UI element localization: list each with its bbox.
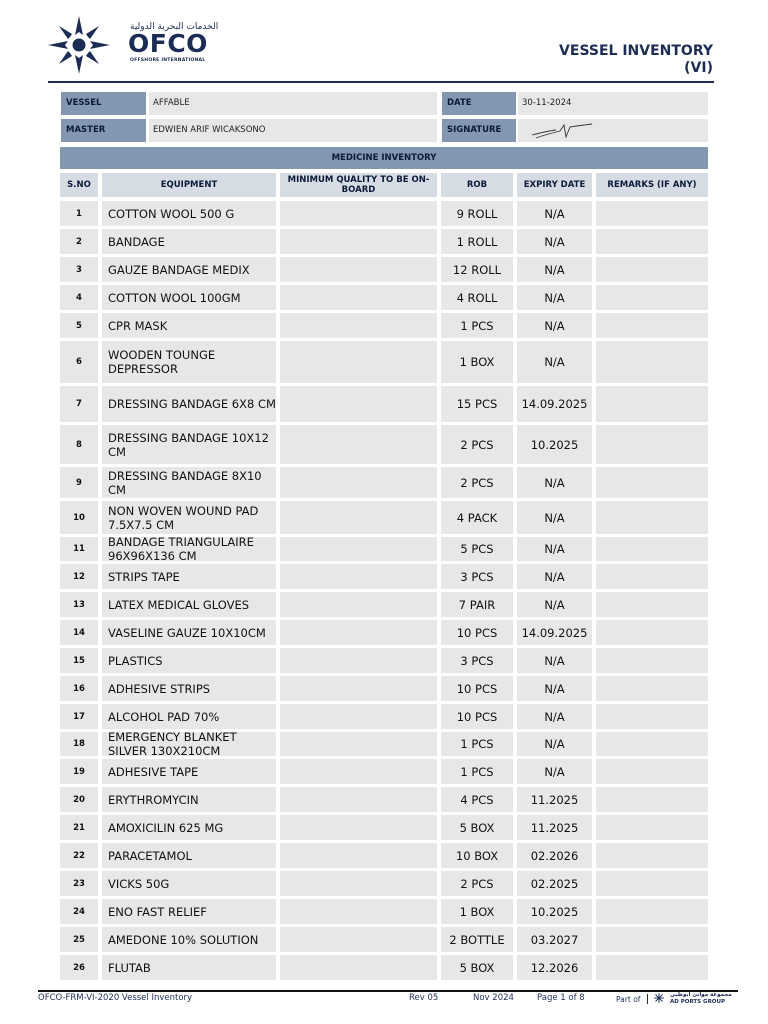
- cell-equipment: STRIPS TAPE: [102, 564, 276, 589]
- cell-remarks: [596, 759, 708, 784]
- cell-no: 8: [60, 425, 98, 464]
- cell-minimum: [280, 537, 437, 561]
- column-header-equipment: EQUIPMENT: [102, 173, 276, 197]
- cell-rob: 10 PCS: [441, 620, 513, 645]
- table-row: [58, 759, 712, 784]
- column-header-expiry: EXPIRY DATE: [517, 173, 592, 197]
- cell-minimum: [280, 229, 437, 254]
- table-row: [58, 386, 712, 422]
- table-row: [58, 815, 712, 840]
- master-label: MASTER: [61, 119, 146, 142]
- cell-rob: 3 PCS: [441, 648, 513, 673]
- cell-no: 1: [60, 201, 98, 226]
- cell-rob: 1 BOX: [441, 899, 513, 924]
- column-header-sno: S.NO: [60, 173, 98, 197]
- cell-expiry: N/A: [517, 201, 592, 226]
- cell-remarks: [596, 787, 708, 812]
- header-divider: [48, 81, 714, 83]
- column-header-remarks: REMARKS (IF ANY): [596, 173, 708, 197]
- cell-minimum: [280, 620, 437, 645]
- cell-rob: 2 PCS: [441, 467, 513, 498]
- cell-no: 12: [60, 564, 98, 589]
- cell-no: 22: [60, 843, 98, 868]
- cell-remarks: [596, 620, 708, 645]
- cell-remarks: [596, 537, 708, 561]
- table-row: [58, 313, 712, 338]
- cell-expiry: N/A: [517, 467, 592, 498]
- cell-rob: 1 ROLL: [441, 229, 513, 254]
- cell-remarks: [596, 425, 708, 464]
- table-row: [58, 648, 712, 673]
- cell-no: 5: [60, 313, 98, 338]
- cell-rob: 12 ROLL: [441, 257, 513, 282]
- table-row: [58, 676, 712, 701]
- cell-rob: 15 PCS: [441, 386, 513, 422]
- date-label: DATE: [442, 92, 516, 115]
- cell-no: 25: [60, 927, 98, 952]
- cell-equipment: ENO FAST RELIEF: [102, 899, 276, 924]
- footer-separator: [647, 994, 648, 1004]
- cell-equipment: ERYTHROMYCIN: [102, 787, 276, 812]
- cell-rob: 1 BOX: [441, 341, 513, 383]
- date-value: 30-11-2024: [518, 92, 708, 115]
- cell-minimum: [280, 676, 437, 701]
- cell-equipment: FLUTAB: [102, 955, 276, 980]
- cell-minimum: [280, 501, 437, 534]
- cell-minimum: [280, 425, 437, 464]
- cell-equipment: BANDAGE: [102, 229, 276, 254]
- cell-equipment: VICKS 50G: [102, 871, 276, 896]
- cell-rob: 5 BOX: [441, 815, 513, 840]
- cell-equipment: BANDAGE TRIANGULAIRE 96X96X136 CM: [102, 537, 276, 561]
- cell-remarks: [596, 201, 708, 226]
- cell-no: 3: [60, 257, 98, 282]
- cell-rob: 10 PCS: [441, 704, 513, 729]
- cell-remarks: [596, 815, 708, 840]
- cell-equipment: DRESSING BANDAGE 10X12 CM: [102, 425, 276, 464]
- cell-rob: 2 PCS: [441, 871, 513, 896]
- column-header-rob: ROB: [441, 173, 513, 197]
- cell-rob: 3 PCS: [441, 564, 513, 589]
- cell-expiry: N/A: [517, 564, 592, 589]
- cell-rob: 2 PCS: [441, 425, 513, 464]
- table-row: [58, 704, 712, 729]
- table-row: [58, 592, 712, 617]
- cell-no: 2: [60, 229, 98, 254]
- cell-no: 18: [60, 732, 98, 756]
- cell-remarks: [596, 648, 708, 673]
- cell-remarks: [596, 313, 708, 338]
- cell-expiry: 02.2025: [517, 871, 592, 896]
- cell-equipment: CPR MASK: [102, 313, 276, 338]
- cell-minimum: [280, 899, 437, 924]
- cell-remarks: [596, 229, 708, 254]
- cell-minimum: [280, 871, 437, 896]
- cell-no: 11: [60, 537, 98, 561]
- footer-divider: [38, 990, 738, 992]
- cell-rob: 4 ROLL: [441, 285, 513, 310]
- cell-no: 14: [60, 620, 98, 645]
- cell-rob: 2 BOTTLE: [441, 927, 513, 952]
- cell-rob: 10 BOX: [441, 843, 513, 868]
- cell-expiry: N/A: [517, 341, 592, 383]
- cell-remarks: [596, 843, 708, 868]
- cell-minimum: [280, 955, 437, 980]
- cell-rob: 10 PCS: [441, 676, 513, 701]
- cell-expiry: 03.2027: [517, 927, 592, 952]
- cell-equipment: PLASTICS: [102, 648, 276, 673]
- cell-remarks: [596, 899, 708, 924]
- cell-no: 4: [60, 285, 98, 310]
- cell-minimum: [280, 927, 437, 952]
- cell-remarks: [596, 386, 708, 422]
- cell-equipment: ADHESIVE TAPE: [102, 759, 276, 784]
- cell-minimum: [280, 732, 437, 756]
- cell-expiry: 14.09.2025: [517, 620, 592, 645]
- brand-subtitle: OFFSHORE INTERNATIONAL: [130, 58, 206, 63]
- group-arabic-name: مجموعة موانئ أبوظبي: [670, 992, 732, 998]
- cell-remarks: [596, 732, 708, 756]
- cell-remarks: [596, 341, 708, 383]
- cell-equipment: PARACETAMOL: [102, 843, 276, 868]
- footer-part-of: Part of: [616, 995, 641, 1004]
- master-value: EDWIEN ARIF WICAKSONO: [149, 119, 437, 142]
- signature-label: SIGNATURE: [442, 119, 516, 142]
- cell-remarks: [596, 927, 708, 952]
- vessel-value: AFFABLE: [149, 92, 437, 115]
- cell-no: 17: [60, 704, 98, 729]
- document-title-line2: (VI): [684, 60, 713, 76]
- cell-expiry: 14.09.2025: [517, 386, 592, 422]
- cell-rob: 5 BOX: [441, 955, 513, 980]
- cell-minimum: [280, 815, 437, 840]
- cell-minimum: [280, 759, 437, 784]
- cell-minimum: [280, 467, 437, 498]
- cell-no: 10: [60, 501, 98, 534]
- cell-no: 9: [60, 467, 98, 498]
- cell-expiry: N/A: [517, 759, 592, 784]
- cell-minimum: [280, 313, 437, 338]
- footer-month: Nov 2024: [473, 993, 514, 1003]
- cell-expiry: N/A: [517, 313, 592, 338]
- cell-remarks: [596, 676, 708, 701]
- page-footer: [38, 990, 738, 1018]
- cell-rob: 4 PCS: [441, 787, 513, 812]
- cell-remarks: [596, 285, 708, 310]
- cell-minimum: [280, 787, 437, 812]
- cell-expiry: 02.2026: [517, 843, 592, 868]
- table-row: [58, 257, 712, 282]
- cell-rob: 4 PACK: [441, 501, 513, 534]
- cell-remarks: [596, 955, 708, 980]
- cell-minimum: [280, 843, 437, 868]
- handwritten-signature: [530, 121, 594, 141]
- cell-equipment: COTTON WOOL 100GM: [102, 285, 276, 310]
- cell-minimum: [280, 564, 437, 589]
- table-row: [58, 871, 712, 896]
- cell-minimum: [280, 386, 437, 422]
- cell-expiry: N/A: [517, 592, 592, 617]
- cell-no: 6: [60, 341, 98, 383]
- cell-rob: 5 PCS: [441, 537, 513, 561]
- cell-no: 13: [60, 592, 98, 617]
- brand-name: OFCO: [128, 29, 208, 58]
- table-row: [58, 285, 712, 310]
- cell-expiry: N/A: [517, 732, 592, 756]
- cell-equipment: AMOXICILIN 625 MG: [102, 815, 276, 840]
- cell-expiry: N/A: [517, 704, 592, 729]
- cell-expiry: N/A: [517, 676, 592, 701]
- cell-remarks: [596, 592, 708, 617]
- table-row: [58, 955, 712, 980]
- cell-expiry: N/A: [517, 537, 592, 561]
- cell-expiry: N/A: [517, 285, 592, 310]
- cell-rob: 9 ROLL: [441, 201, 513, 226]
- cell-expiry: N/A: [517, 229, 592, 254]
- cell-equipment: ALCOHOL PAD 70%: [102, 704, 276, 729]
- table-row: [58, 899, 712, 924]
- table-row: [58, 229, 712, 254]
- table-row: [58, 467, 712, 498]
- cell-expiry: 11.2025: [517, 815, 592, 840]
- cell-equipment: ADHESIVE STRIPS: [102, 676, 276, 701]
- cell-no: 16: [60, 676, 98, 701]
- cell-remarks: [596, 501, 708, 534]
- cell-equipment: DRESSING BANDAGE 8X10 CM: [102, 467, 276, 498]
- page-header: [0, 0, 768, 82]
- cell-no: 21: [60, 815, 98, 840]
- column-header-minimum-quantity: MINIMUM QUALITY TO BE ON-BOARD: [280, 173, 437, 197]
- brand-arabic-name: الخدمات البحرية الدولية: [130, 22, 219, 32]
- cell-no: 26: [60, 955, 98, 980]
- medicine-inventory: [58, 146, 712, 986]
- table-row: [58, 425, 712, 464]
- cell-equipment: COTTON WOOL 500 G: [102, 201, 276, 226]
- cell-minimum: [280, 592, 437, 617]
- cell-expiry: 11.2025: [517, 787, 592, 812]
- cell-equipment: DRESSING BANDAGE 6X8 CM: [102, 386, 276, 422]
- cell-remarks: [596, 704, 708, 729]
- cell-minimum: [280, 341, 437, 383]
- cell-remarks: [596, 871, 708, 896]
- cell-rob: 1 PCS: [441, 732, 513, 756]
- ad-ports-star-icon: [654, 993, 664, 1003]
- cell-no: 7: [60, 386, 98, 422]
- cell-equipment: AMEDONE 10% SOLUTION: [102, 927, 276, 952]
- cell-rob: 1 PCS: [441, 759, 513, 784]
- table-row: [58, 787, 712, 812]
- cell-expiry: N/A: [517, 648, 592, 673]
- cell-equipment: LATEX MEDICAL GLOVES: [102, 592, 276, 617]
- cell-equipment: GAUZE BANDAGE MEDIX: [102, 257, 276, 282]
- footer-form-code: OFCO-FRM-VI-2020 Vessel Inventory: [38, 993, 193, 1003]
- cell-equipment: VASELINE GAUZE 10X10CM: [102, 620, 276, 645]
- cell-expiry: 10.2025: [517, 899, 592, 924]
- cell-equipment: EMERGENCY BLANKET SILVER 130X210CM: [102, 732, 276, 756]
- document-title: [559, 43, 713, 77]
- footer-revision: Rev 05: [409, 993, 439, 1003]
- cell-minimum: [280, 648, 437, 673]
- table-row: [58, 732, 712, 756]
- cell-equipment: WOODEN TOUNGE DEPRESSOR: [102, 341, 276, 383]
- cell-minimum: [280, 257, 437, 282]
- compass-star-logo-icon: [46, 14, 112, 76]
- footer-page-number: Page 1 of 8: [537, 993, 585, 1003]
- cell-no: 23: [60, 871, 98, 896]
- table-row: [58, 201, 712, 226]
- cell-no: 24: [60, 899, 98, 924]
- table-row: [58, 501, 712, 534]
- document-title-line1: VESSEL INVENTORY: [559, 43, 713, 59]
- table-row: [58, 537, 712, 561]
- table-row: [58, 927, 712, 952]
- cell-expiry: 12.2026: [517, 955, 592, 980]
- cell-remarks: [596, 564, 708, 589]
- cell-remarks: [596, 257, 708, 282]
- cell-minimum: [280, 201, 437, 226]
- table-row: [58, 564, 712, 589]
- info-block: [58, 90, 712, 144]
- cell-remarks: [596, 467, 708, 498]
- table-row: [58, 620, 712, 645]
- group-name: AD PORTS GROUP: [670, 999, 725, 1005]
- table-row: [58, 843, 712, 868]
- cell-expiry: N/A: [517, 501, 592, 534]
- cell-equipment: NON WOVEN WOUND PAD 7.5X7.5 CM: [102, 501, 276, 534]
- signature-field: [518, 119, 708, 142]
- cell-no: 20: [60, 787, 98, 812]
- cell-expiry: N/A: [517, 257, 592, 282]
- table-row: [58, 341, 712, 383]
- section-title: MEDICINE INVENTORY: [60, 147, 708, 169]
- cell-expiry: 10.2025: [517, 425, 592, 464]
- cell-minimum: [280, 285, 437, 310]
- cell-rob: 1 PCS: [441, 313, 513, 338]
- cell-rob: 7 PAIR: [441, 592, 513, 617]
- cell-minimum: [280, 704, 437, 729]
- vessel-label: VESSEL: [61, 92, 146, 115]
- cell-no: 19: [60, 759, 98, 784]
- cell-no: 15: [60, 648, 98, 673]
